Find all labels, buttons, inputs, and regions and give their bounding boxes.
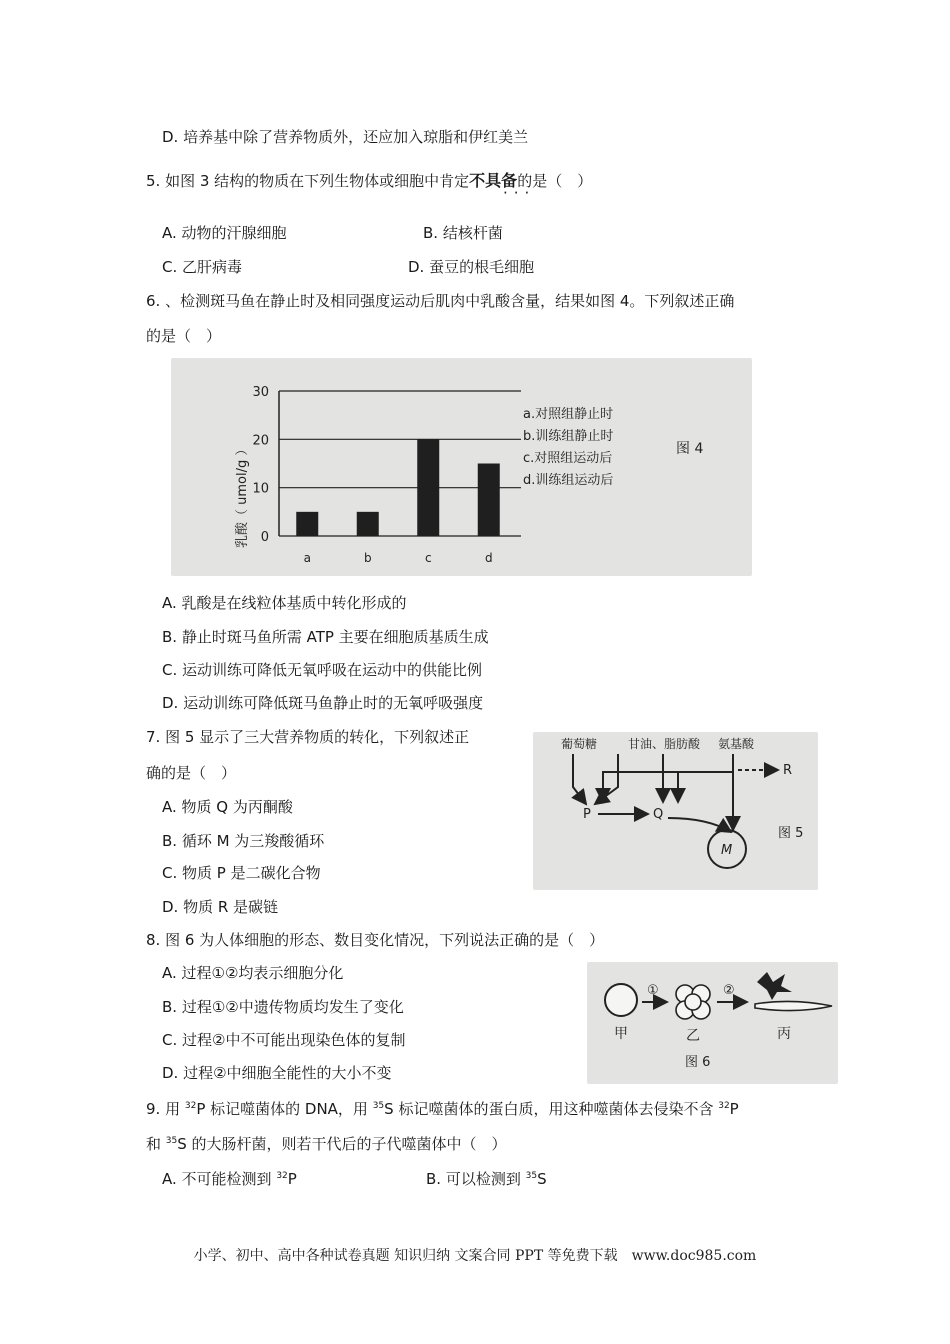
q6-option-b: B. 静止时斑马鱼所需 ATP 主要在细胞质基质生成 xyxy=(162,628,489,646)
step-2-label: ② xyxy=(723,983,735,998)
q5-option-a: A. 动物的汗腺细胞 xyxy=(162,224,287,242)
q9-stem-line2 xyxy=(146,1130,507,1155)
arrow-amino-to-p xyxy=(603,754,733,802)
q7-stem-line1: 7. 图 5 显示了三大营养物质的转化，下列叙述正 xyxy=(146,728,470,746)
figure-6 xyxy=(587,962,838,1084)
emphasis-dots: ··· xyxy=(503,184,536,202)
q9-option-b-element: S xyxy=(537,1170,547,1188)
figure-4 xyxy=(171,358,752,576)
chart-bar-b xyxy=(357,512,379,536)
label-q: Q xyxy=(653,807,664,822)
chart-legend-entry: c.对照组运动后 xyxy=(523,451,613,466)
label-amino-acid: 氨基酸 xyxy=(718,737,755,751)
q9-text: P 标记噬菌体的 DNA，用 xyxy=(196,1100,373,1118)
q6-option-d: D. 运动训练可降低斑马鱼静止时的无氧呼吸强度 xyxy=(162,694,484,712)
chart-category-label: b xyxy=(363,551,372,565)
chart-legend-entry: a.对照组静止时 xyxy=(523,407,614,422)
q9-option-a-isotope: 32 xyxy=(276,1171,288,1181)
q8-option-c: C. 过程②中不可能出现染色体的复制 xyxy=(162,1031,406,1049)
q5-option-b: B. 结核杆菌 xyxy=(423,224,503,242)
q6-option-c: C. 运动训练可降低无氧呼吸在运动中的供能比例 xyxy=(162,661,483,679)
cell-cluster-yi xyxy=(676,985,710,1019)
chart-bar-c xyxy=(417,439,439,536)
q9-option-b-text: B. 可以检测到 xyxy=(426,1170,526,1188)
q9-isotope-32: 32 xyxy=(718,1101,730,1111)
neuron-cell-body xyxy=(757,972,792,1000)
q5-stem-a: 5. 如图 3 结构的物质在下列生物体或细胞中肯定 xyxy=(146,172,470,190)
label-yi: 乙 xyxy=(686,1028,700,1044)
q9-text: S 标记噬菌体的蛋白质，用这种噬菌体去侵染不含 xyxy=(384,1100,719,1118)
label-m: M xyxy=(721,843,733,858)
q9-option-a-element: P xyxy=(287,1170,297,1188)
label-jia: 甲 xyxy=(614,1026,628,1042)
q9-option-a-text: A. 不可能检测到 xyxy=(162,1170,277,1188)
q4-option-d: D. 培养基中除了营养物质外，还应加入琼脂和伊红美兰 xyxy=(162,128,529,146)
chart-category-label: c xyxy=(424,551,432,565)
q9-isotope-35: 35 xyxy=(165,1136,178,1146)
metabolism-diagram xyxy=(533,732,818,890)
label-glucose: 葡萄糖 xyxy=(561,737,598,751)
q6-option-a: A. 乳酸是在线粒体基质中转化形成的 xyxy=(162,594,407,612)
chart-legend-entry: d.训练组运动后 xyxy=(523,473,614,488)
q9-option-a xyxy=(162,1165,297,1190)
chart-legend-entry: b.训练组静止时 xyxy=(523,429,614,444)
chart-y-tick-label: 0 xyxy=(260,530,269,545)
q9-text: 9. 用 xyxy=(146,1100,185,1118)
chart-y-axis-label: 乳酸（ umol/g ） xyxy=(235,442,250,548)
q8-option-b: B. 过程①②中遗传物质均发生了变化 xyxy=(162,998,404,1016)
figure-5-caption: 图 5 xyxy=(778,826,804,841)
chart-bar-a xyxy=(296,512,318,536)
label-bing: 丙 xyxy=(777,1026,791,1042)
figure-6-caption: 图 6 xyxy=(685,1055,711,1070)
arrow-glucose-to-p xyxy=(573,754,586,804)
q7-option-a: A. 物质 Q 为丙酮酸 xyxy=(162,798,293,816)
chart-bar-d xyxy=(478,464,500,537)
chart-y-tick-label: 20 xyxy=(252,433,269,449)
q9-text: 和 xyxy=(146,1135,166,1153)
figure-5 xyxy=(533,732,818,890)
q7-option-c: C. 物质 P 是二碳化合物 xyxy=(162,864,321,882)
label-p: P xyxy=(583,807,591,822)
q9-stem-line1 xyxy=(146,1095,739,1120)
label-r: R xyxy=(783,763,793,778)
chart-y-tick-label: 10 xyxy=(252,481,269,497)
cell-jia xyxy=(605,984,637,1016)
q8-stem: 8. 图 6 为人体细胞的形态、数目变化情况，下列说法正确的是（ ） xyxy=(146,931,605,949)
q8-option-d: D. 过程②中细胞全能性的大小不变 xyxy=(162,1064,392,1082)
chart-category-label: a xyxy=(303,551,311,565)
q5-stem-b: 的是（ ） xyxy=(517,172,593,190)
q9-text: P xyxy=(729,1100,739,1118)
q9-option-b xyxy=(426,1165,547,1190)
q9-isotope-32: 32 xyxy=(184,1101,197,1111)
chart-category-label: d xyxy=(484,551,493,565)
arrow-glycerol-to-p xyxy=(595,754,618,804)
q7-stem-line2: 确的是（ ） xyxy=(146,764,237,782)
q6-stem-line1: 6. 、检测斑马鱼在静止时及相同强度运动后肌肉中乳酸含量，结果如图 4。下列叙述正确 xyxy=(146,292,735,310)
cell-change-diagram xyxy=(587,962,838,1084)
chart-y-tick-label: 30 xyxy=(252,385,269,400)
q9-text: S 的大肠杆菌，则若干代后的子代噬菌体中（ ） xyxy=(177,1135,507,1153)
q7-option-d: D. 物质 R 是碳链 xyxy=(162,898,279,916)
q6-stem-line2: 的是（ ） xyxy=(146,327,222,345)
page-footer: 小学、初中、高中各种试卷真题 知识归纳 文案合同 PPT 等免费下载 www.doc985.com xyxy=(193,1248,757,1264)
neuron-axon xyxy=(755,1001,832,1010)
q7-option-b: B. 循环 M 为三羧酸循环 xyxy=(162,832,325,850)
chart-title: 图 4 xyxy=(676,441,704,457)
q5-option-d: D. 蚕豆的根毛细胞 xyxy=(408,258,535,276)
q8-option-a: A. 过程①②均表示细胞分化 xyxy=(162,964,344,982)
q9-isotope-35: 35 xyxy=(372,1101,385,1111)
q5-stem-emphasis: 不具备 xyxy=(469,171,518,190)
q5-option-c: C. 乙肝病毒 xyxy=(162,258,243,276)
label-glycerol-fatty-acid: 甘油、脂肪酸 xyxy=(628,737,701,751)
step-1-label: ① xyxy=(647,983,659,998)
lactate-bar-chart xyxy=(171,358,752,576)
q9-option-b-isotope: 35 xyxy=(525,1171,538,1181)
